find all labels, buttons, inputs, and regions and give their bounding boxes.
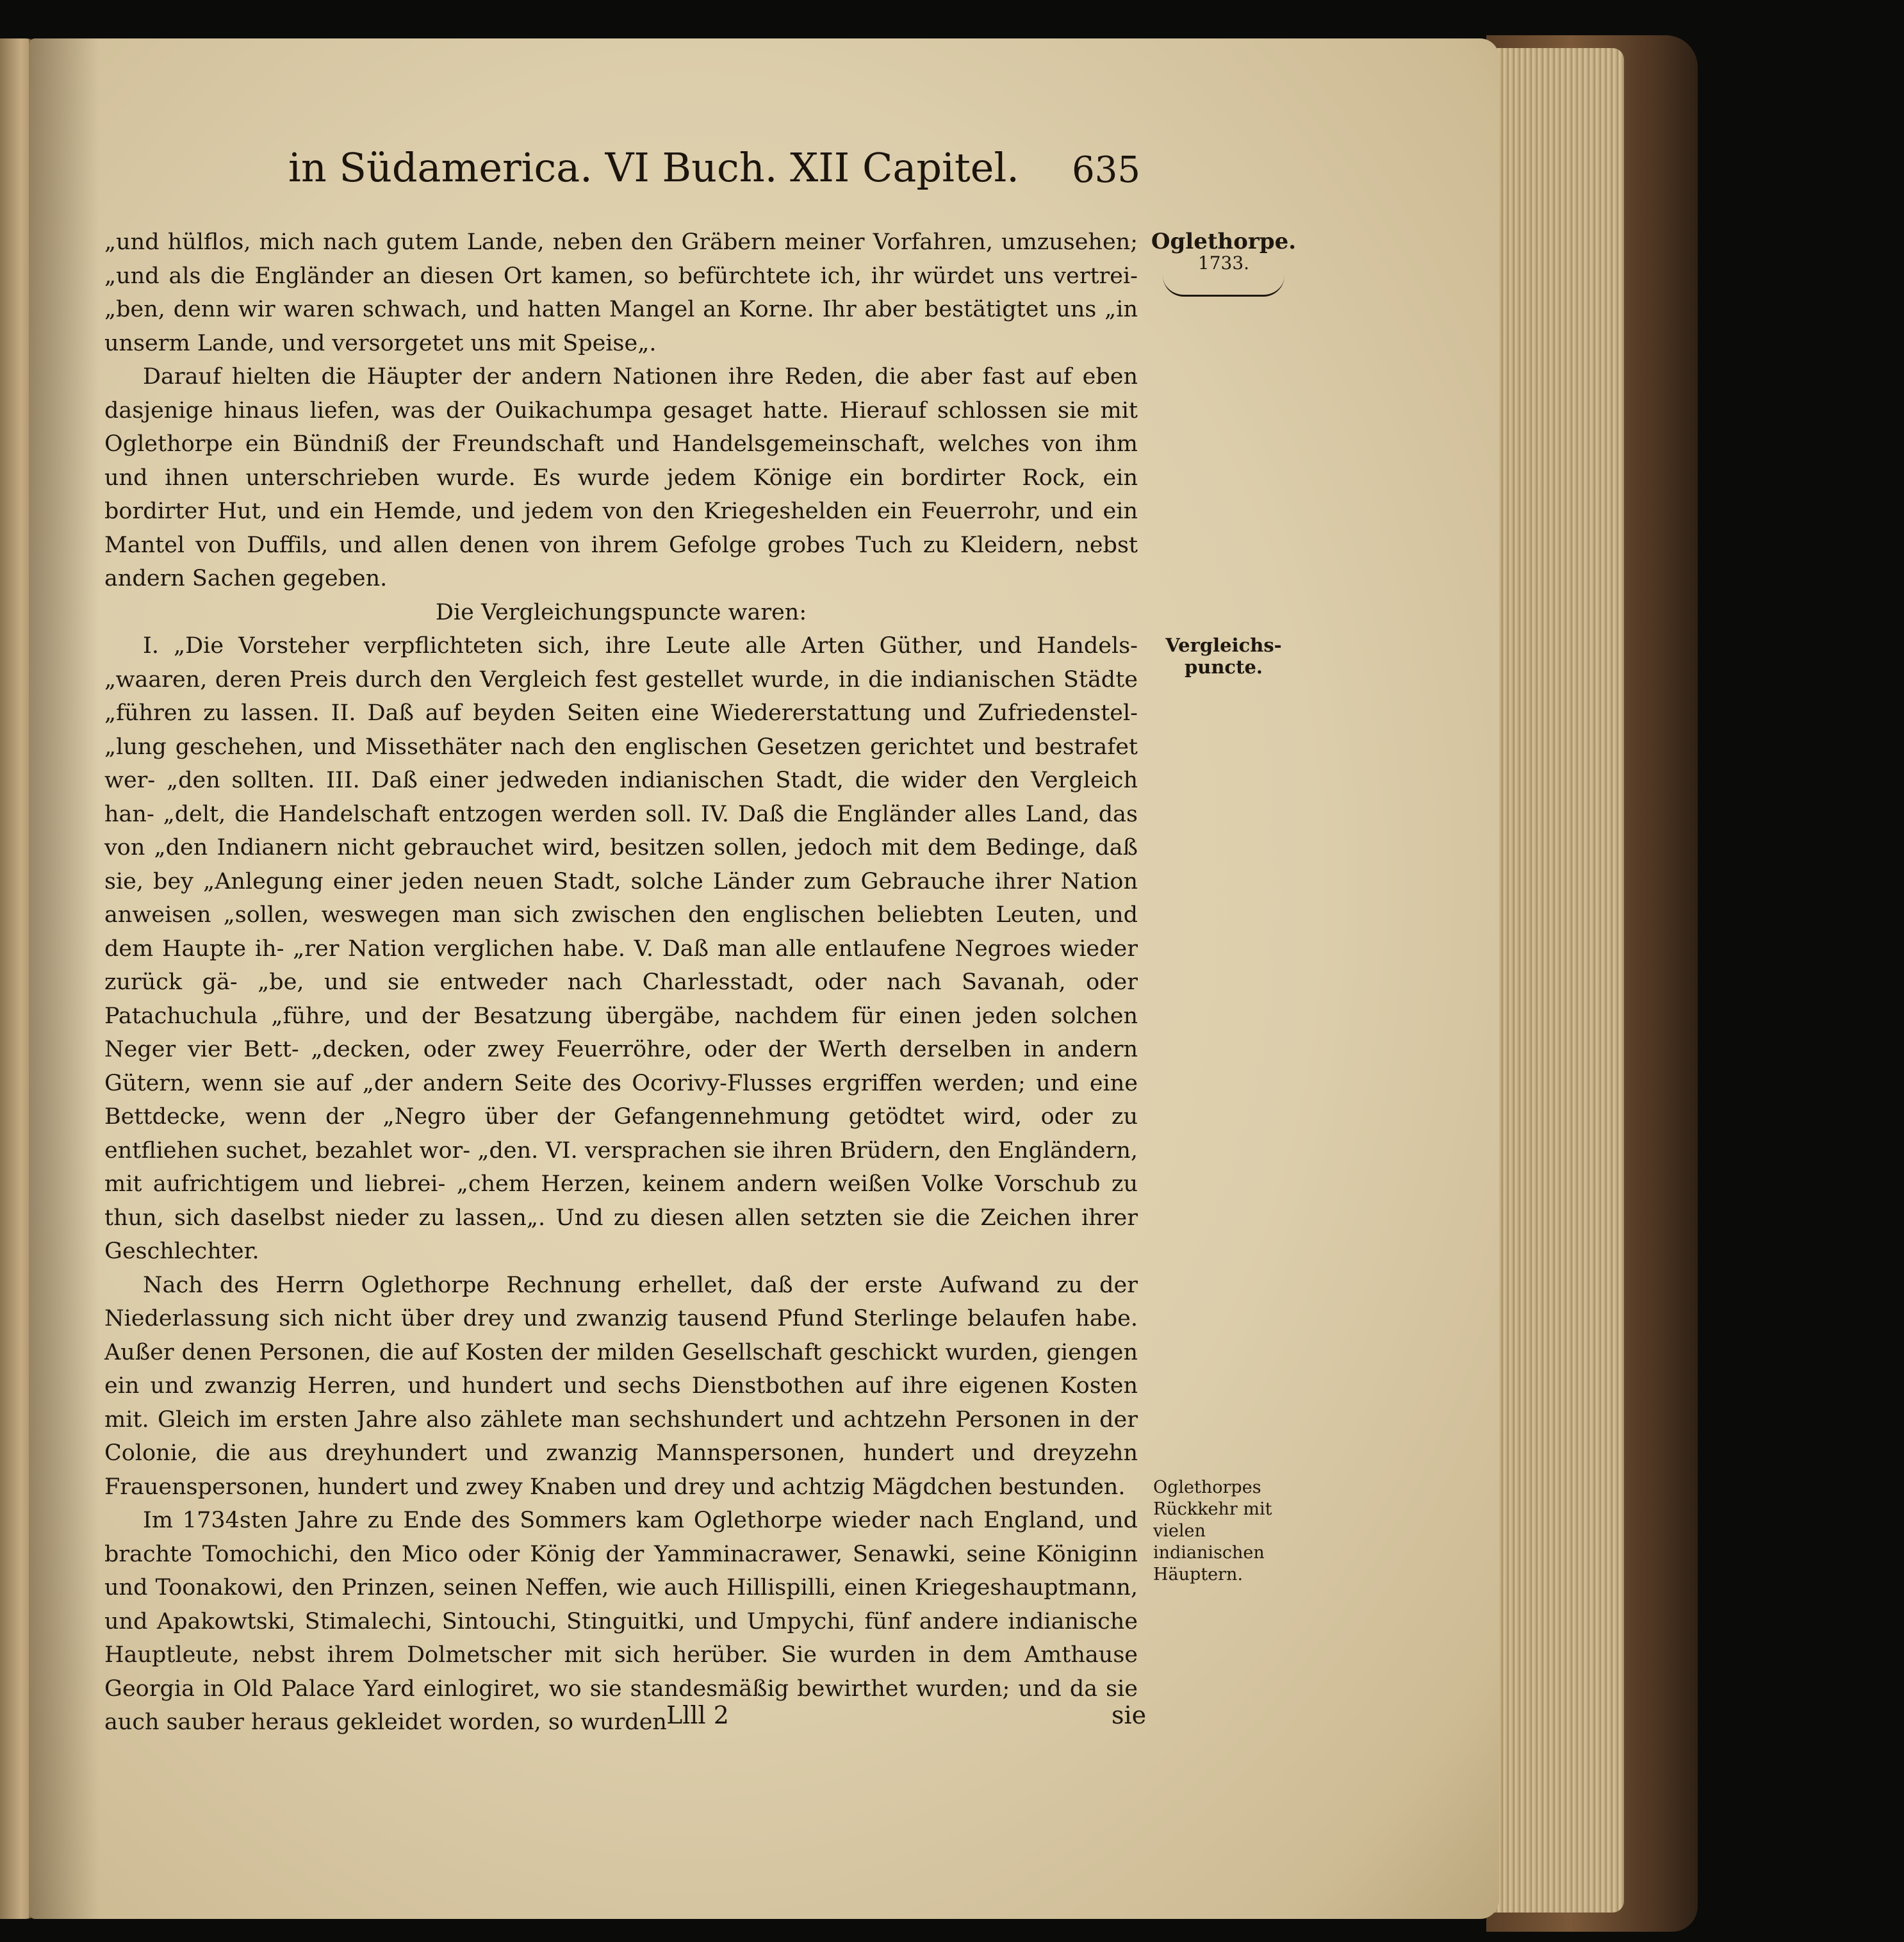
body-text — [104, 226, 1138, 1740]
brace-divider — [1163, 276, 1284, 297]
paragraph-articles: I. „Die Vorsteher verpflichteten sich, ihre Leute alle Arten Güther, und Handels- „waaren, deren Preis durch den Vergleich fest gestellet wurde, in die indianischen Städte „führen zu lassen. II. Daß auf beyden Seiten eine Wiedererstattung und Zufriedenstel- „lung geschehen, und Missethäter nach den englischen Gesetzen gerichtet und bestrafet wer- „den sollten. III. Daß einer jedweden indianischen Stadt, die wider den Vergleich han- „delt, die Handelschaft entzogen werden soll. IV. Daß die Engländer alles Land, das von „den Indianern nicht gebrauchet wird, besitzen sollen, jedoch mit dem Bedinge, daß sie, bey „Anlegung einer jeden neuen Stadt, solche Länder zum Gebrauche ihrer Nation anweisen „sollen, weswegen man sich zwischen den englischen beliebten Leuten, und dem Haupte ih- „rer Nation verglichen habe. V. Daß man alle entlaufene Negroes wieder zurück gä- „be, und sie entweder nach Charlesstadt, oder nach Savanah, oder Patachuchula „führe, und der Besatzung übergäbe, nachdem für einen jeden solchen Neger vier Bett- „decken, oder zwey Feuerröhre, oder der Werth derselben in andern Gütern, wenn sie auf „der andern Seite des Ocorivy-Flusses ergriffen werden; und eine Bettdecke, wenn der „Negro über der Gefangennehmung getödtet wird, oder zu entfliehen suchet, bezahlet wor- „den. VI. versprachen sie ihren Brüdern, den Engländern, mit aufrichtigem und liebrei- „chem Herzen, keinem andern weißen Volke Vorschub zu thun, sich daselbst nieder zu lassen„. Und zu diesen allen setzten sie die Zeichen ihrer Geschlechter. — [104, 633, 1138, 1264]
margin-year: 1733. — [1197, 252, 1250, 274]
paragraph-costs: Nach des Herrn Oglethorpe Rechnung erhellet, daß der erste Aufwand zu der Niederlassung sich nicht über drey und zwanzig tausend Pfund Sterlinge belaufen habe. Außer denen Personen, die auf Kosten der milden Gesellschaft geschickt wurden, giengen ein und zwanzig Herren, und hundert und sechs Dienstbothen auf ihre eigenen Kosten mit. Gleich im ersten Jahre also zählete man sechshundert und achtzehn Personen in der Colonie, die aus dreyhundert und zwanzig Mannspersonen, hundert und dreyzehn Frauenspersonen, hundert und zwey Knaben und drey und achtzig Mägdchen bestunden. — [104, 1272, 1138, 1500]
paragraph-quote-end: „und hülflos, mich nach gutem Lande, neben den Gräbern meiner Vorfahren, umzusehen; „und als die Engländer an diesen Ort kamen, so befürchtete ich, ihr würdet uns vertrei- „ben, denn wir waren schwach, und hatten Mangel an Korne. Ihr aber bestätigtet uns „in unserm Lande, und versorgetet uns mit Speise„. — [104, 229, 1138, 356]
margin-note-rueckkehr: Oglethorpes Rückkehr mit vielen indianischen Häuptern. — [1153, 1477, 1272, 1584]
signature-mark: Llll 2 — [666, 1701, 729, 1729]
header-title: in Südamerica. VI Buch. XII Capitel. — [288, 144, 1020, 191]
gutter-shadow — [29, 38, 99, 1919]
margin-oglethorpe: Oglethorpe. — [1151, 229, 1297, 254]
page-number: 635 — [1072, 149, 1140, 191]
paragraph-return: Im 1734sten Jahre zu Ende des Sommers kam Oglethorpe wieder nach England, und brachte Tomochichi, den Mico oder König der Yamminacrawer, Senawki, seine Königinn und Toonakowi, den Prinzen, seinen Neffen, wie auch Hillispilli, einen Kriegeshauptmann, und Apakowtski, Stimalechi, Sintouchi, Stinguitki, und Umpychi, fünf andere indianische Hauptleute, nebst ihrem Dolmetscher mit sich herüber. Sie wurden in dem Amthause Georgia in Old Palace Yard einlogiret, wo sie standesmäßig bewirthet wurden; und da sie auch sauber heraus gekleidet worden, so wurden — [104, 1508, 1138, 1735]
margin-note-vergleichs: Vergleichs-puncte. — [1165, 634, 1282, 678]
margin-note-oglethorpe — [1150, 231, 1297, 297]
paragraph-heading: Die Vergleichungspuncte waren: — [435, 599, 807, 625]
page-block-edge — [1493, 48, 1624, 1913]
running-header — [288, 144, 1140, 202]
catchword: sie — [1112, 1701, 1147, 1729]
paragraph-speeches: Darauf hielten die Häupter der andern Nationen ihre Reden, die aber fast auf eben dasjenige hinaus liefen, was der Ouikachumpa gesaget hatte. Hierauf schlossen sie mit Oglethorpe ein Bündniß der Freundschaft und Handelsgemeinschaft, welches von ihm und ihnen unterschrieben wurde. Es wurde jedem Könige ein bordirter Rock, ein bordirter Hut, und ein Hemde, und jedem von den Kriegeshelden ein Feuerrohr, und ein Mantel von Duffils, und allen denen von ihrem Gefolge grobes Tuch zu Kleidern, nebst andern Sachen gegeben. — [104, 364, 1138, 591]
